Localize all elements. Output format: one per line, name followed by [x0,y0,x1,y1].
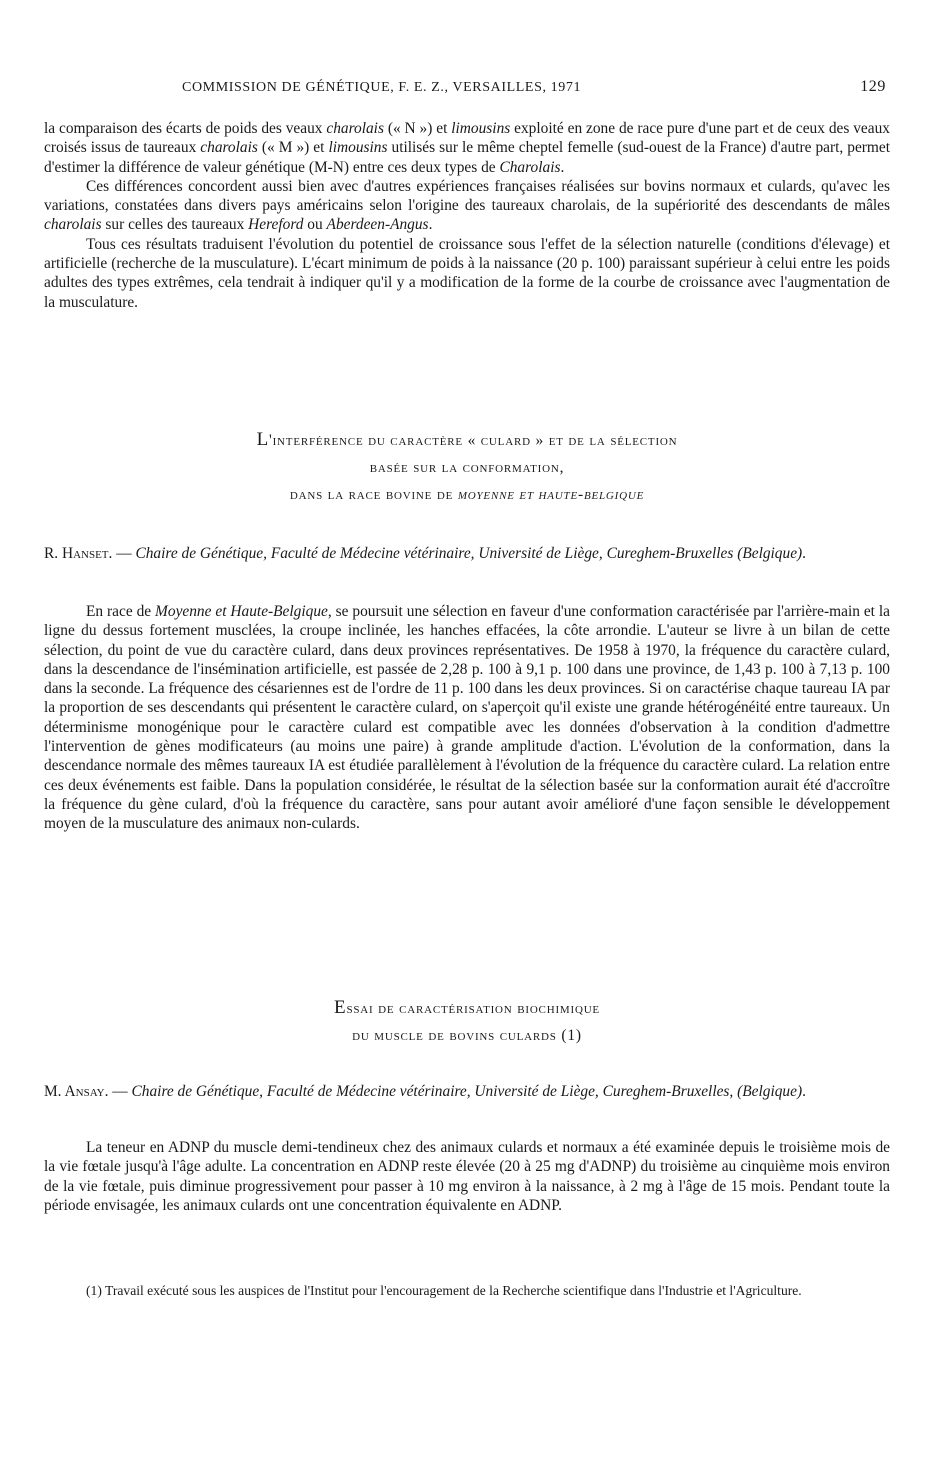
section-2-title-line-2: du muscle de bovins culards (1) [352,1027,582,1044]
section-1-paragraph: En race de Moyenne et Haute-Belgique, se poursuit une sélection en faveur d'une conformation caractérisée par l'arrière-main et la ligne du dessus fortement musclées, la croupe inclinée, les hanches effacées, la côte arrondie. L'auteur se livre à un bilan de cette sélection, du point de vue du caractère culard, dans deux provinces représentatives. De 1958 à 1970, la fréquence du caractère culard, dans la descendance de l'insémination artificielle, est passée de 2,28 p. 100 à 9,1 p. 100 dans une province, de 1,43 p. 100 à 7,13 p. 100 dans la seconde. La fréquence des césariennes est de l'ordre de 11 p. 100 dans les deux provinces. Si on caractérise chaque taureau IA par la proportion de ses descendants qui présentent le caractère culard, on s'aperçoit qu'il existe une grande hétérogénéité entre taureaux. Un déterminisme monogénique pour le caractère culard est compatible avec les données d'observation à la condition d'admettre l'intervention de gènes modificateurs (au moins une paire) à grande amplitude d'action. L'évolution de la conformation, dans la descendance normale des mêmes taureaux IA est étudiée parallèlement à l'évolution de la fréquence du caractère culard. La relation entre ces deux événements est faible. Dans la population considérée, le résultat de la sélection basée sur la conformation aurait été d'accroître la fréquence du gène culard, d'où la fréquence du caractère, sans pour autant avoir amélioré d'une façon sensible le développement moyen de la musculature des animaux non-culards. [44,603,890,833]
footnote-mark: (1) [86,1283,102,1298]
page-number: 129 [860,78,886,95]
footnote-reference: (1) [561,1027,582,1044]
section-2-author: M. Ansay. — Chaire de Génétique, Faculté de Médecine vétérinaire, Université de Liège, Cureghem-Bruxelles, (Belgique). [44,1083,806,1100]
section-1-title-line-3: dans la race bovine de moyenne et haute-belgique [289,486,645,503]
section-1-title-line-2: basée sur la conformation, [369,459,565,476]
intro-text [44,119,890,312]
section-2-body [44,1138,890,1215]
running-head [44,76,890,100]
section-1-author: R. Hanset. — Chaire de Génétique, Faculté de Médecine vétérinaire, Université de Liège, Cureghem-Bruxelles (Belgique). [44,545,807,562]
footnote-text: (1) Travail exécuté sous les auspices de l'Institut pour l'encouragement de la Recherche scientifique dans l'Industrie et l'Agriculture. [86,1283,802,1298]
intro-paragraph-1: la comparaison des écarts de poids des veaux charolais (« N ») et limousins exploité en zone de race pure d'une part et de ceux des veaux croisés issus de taureaux charolais (« M ») et limousins utilisés sur le même cheptel femelle (sud-ouest de la France) d'autre part, permet d'estimer la différence de valeur génétique (M-N) entre ces deux types de Charolais. [44,120,891,176]
footnote [44,1282,890,1299]
running-title: COMMISSION DE GÉNÉTIQUE, F. E. Z., VERSAILLES, 1971 [182,80,582,95]
section-1-body [44,602,890,834]
intro-paragraph-2: Ces différences concordent aussi bien avec d'autres expériences françaises réalisées sur bovins normaux et culards, qu'avec les variations, constatées dans divers pays américains selon l'origine des taureaux charolais, de la supériorité des descendants de mâles charolais sur celles des taureaux Hereford ou Aberdeen-Angus. [44,177,890,234]
section-2-author-block [44,1082,890,1101]
section-2-title-line-1: Essai de caractérisation biochimique [334,997,600,1018]
section-1-heading [44,426,890,508]
section-2-paragraph: La teneur en ADNP du muscle demi-tendineux chez des animaux culards et normaux a été examinée depuis le troisième mois de la vie fœtale jusqu'à l'âge adulte. La concentration en ADNP reste élevée (20 à 25 mg d'ADNP) du troisième au cinquième mois environ de la vie fœtale, puis diminue progressivement pour passer à 10 mg environ à la naissance, à 2 mg à l'âge de 15 mois. Pendant toute la période envisagée, les animaux culards ont une concentration équivalente en ADNP. [44,1139,890,1214]
intro-paragraph-3: Tous ces résultats traduisent l'évolution du potentiel de croissance sous l'effet de la sélection naturelle (conditions d'élevage) et artificielle (recherche de la musculature). L'écart minimum de poids à la naissance (20 p. 100) paraissant supérieur à celui entre les poids adultes des types extrêmes, cela tendrait à indiquer qu'il y a modification de la forme de la courbe de croissance avec l'augmentation de la musculature. [44,235,890,311]
section-1-title-line-1: L'interférence du caractère « culard » et de la sélection [256,429,678,450]
section-2-heading [44,994,890,1049]
section-1-author-block [44,544,890,563]
